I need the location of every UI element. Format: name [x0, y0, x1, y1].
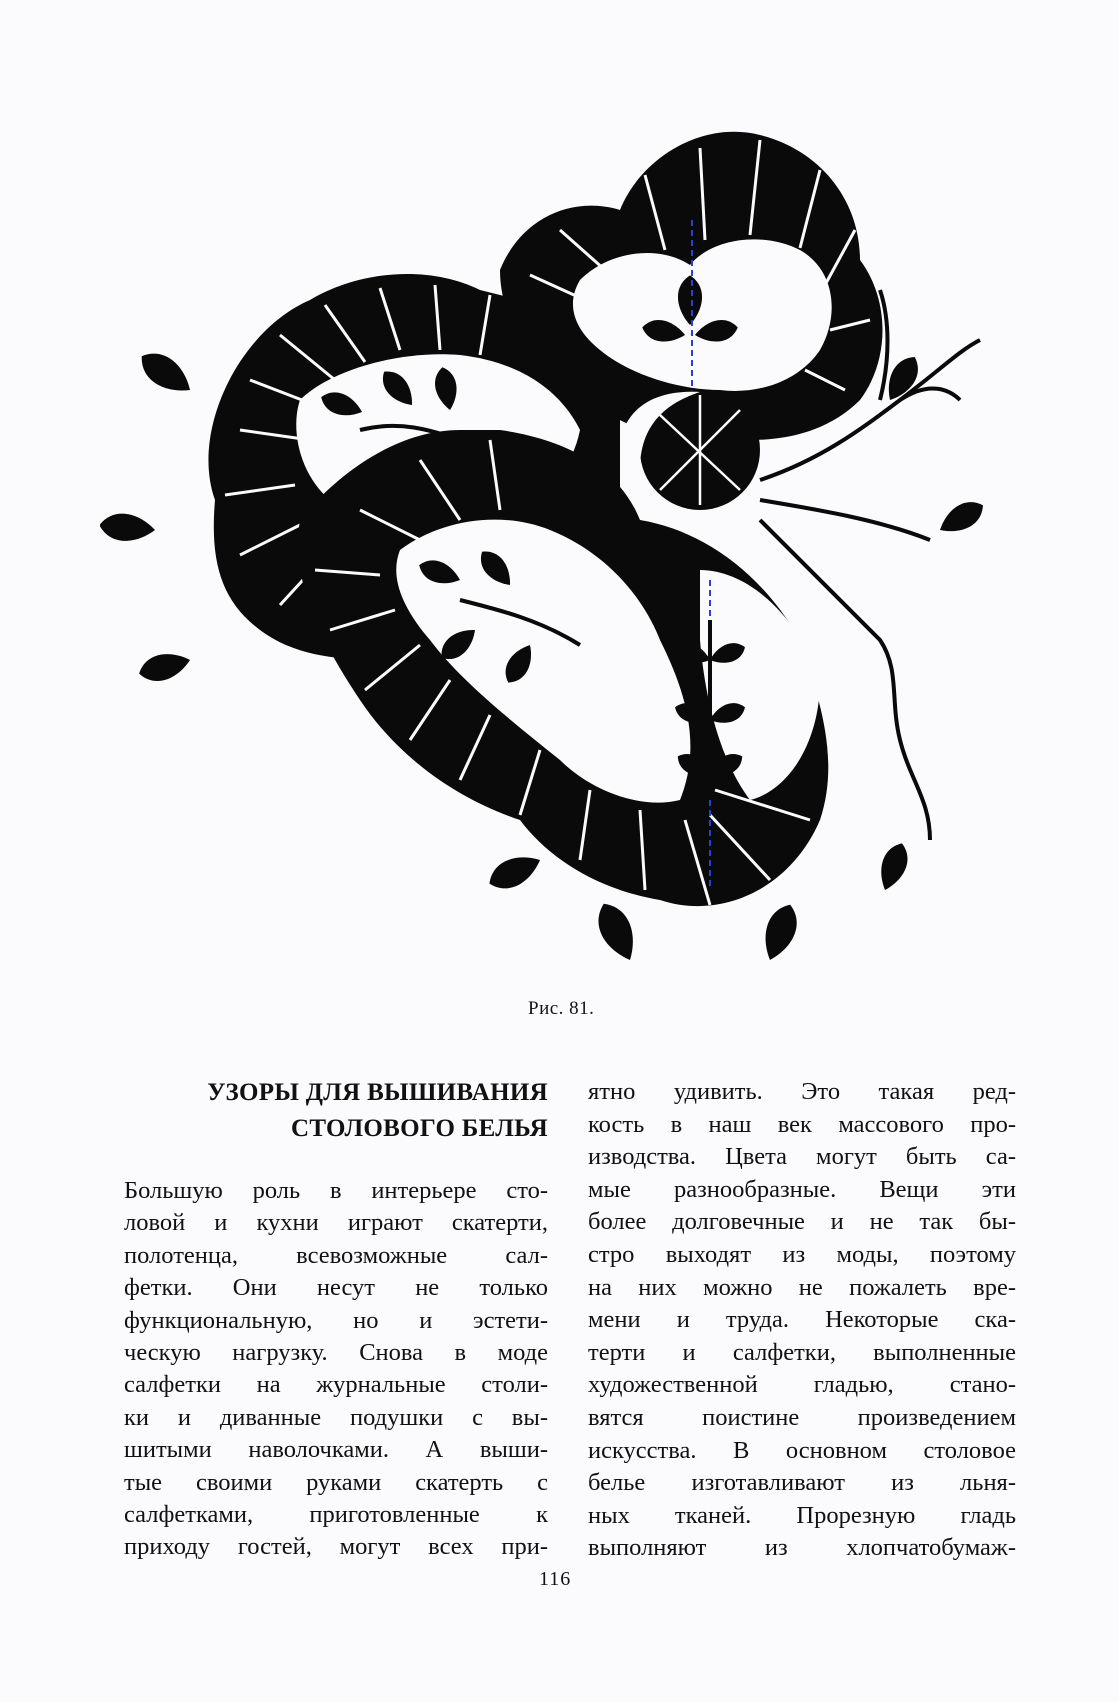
bottom-lobe: [298, 430, 828, 906]
text-line: ческую нагрузку. Снова в моде: [124, 1338, 548, 1366]
text-line: кость в наш век массового про-: [588, 1110, 1016, 1138]
text-line: ки и диванные подушки с вы-: [124, 1403, 548, 1431]
text-line: салфетки на журнальные столи-: [124, 1371, 548, 1399]
text-line: терти и салфетки, выполненные: [588, 1338, 1016, 1366]
center-medallion: [620, 390, 760, 510]
text-line: мени и труда. Некоторые ска-: [588, 1306, 1016, 1334]
text-line: шитыми наволочками. А выши-: [124, 1436, 548, 1464]
text-line: изводства. Цвета могут быть са-: [588, 1143, 1016, 1171]
text-line: приходу гостей, могут всех при-: [124, 1533, 548, 1561]
text-line: на них можно не пожалеть вре-: [588, 1273, 1016, 1301]
text-line: фетки. Они несут не только: [124, 1274, 548, 1302]
article-heading: [124, 1075, 548, 1147]
text-line: ятно удивить. Это такая ред-: [588, 1078, 1016, 1105]
text-line: ных тканей. Прорезную гладь: [588, 1501, 1016, 1529]
page-number: 116: [539, 1568, 572, 1590]
heading-line: УЗОРЫ ДЛЯ ВЫШИВАНИЯ: [207, 1079, 548, 1106]
text-line: выполняют из хлопчатобумаж-: [588, 1534, 1016, 1562]
text-line: белье изготавливают из льня-: [588, 1469, 1016, 1497]
text-line: вятся поистине произведением: [588, 1403, 1016, 1431]
heading-line: СТОЛОВОГО БЕЛЬЯ: [290, 1115, 548, 1142]
text-line: функциональную, но и эстети-: [124, 1306, 548, 1334]
text-line: стро выходят из моды, поэтому: [588, 1240, 1016, 1268]
text-line: более долговечные и не так бы-: [588, 1208, 1016, 1236]
text-line: тые своими руками скатерть с: [124, 1468, 548, 1496]
text-line: полотенца, всевозможные сал-: [124, 1241, 548, 1269]
embroidery-pattern-figure: [100, 100, 1040, 1060]
figure-caption: Рис. 81.: [528, 998, 595, 1019]
text-line: искусства. В основном столовое: [588, 1436, 1016, 1464]
left-column: [124, 1075, 548, 1564]
text-line: мые разнообразные. Вещи эти: [588, 1175, 1016, 1203]
right-column: [588, 1076, 1016, 1565]
text-line: салфетками, приготовленные к: [124, 1500, 548, 1528]
text-line: ловой и кухни играют скатерти,: [124, 1209, 548, 1237]
text-line: Большую роль в интерьере сто-: [124, 1177, 548, 1204]
text-line: художественной гладью, стано-: [588, 1371, 1016, 1399]
